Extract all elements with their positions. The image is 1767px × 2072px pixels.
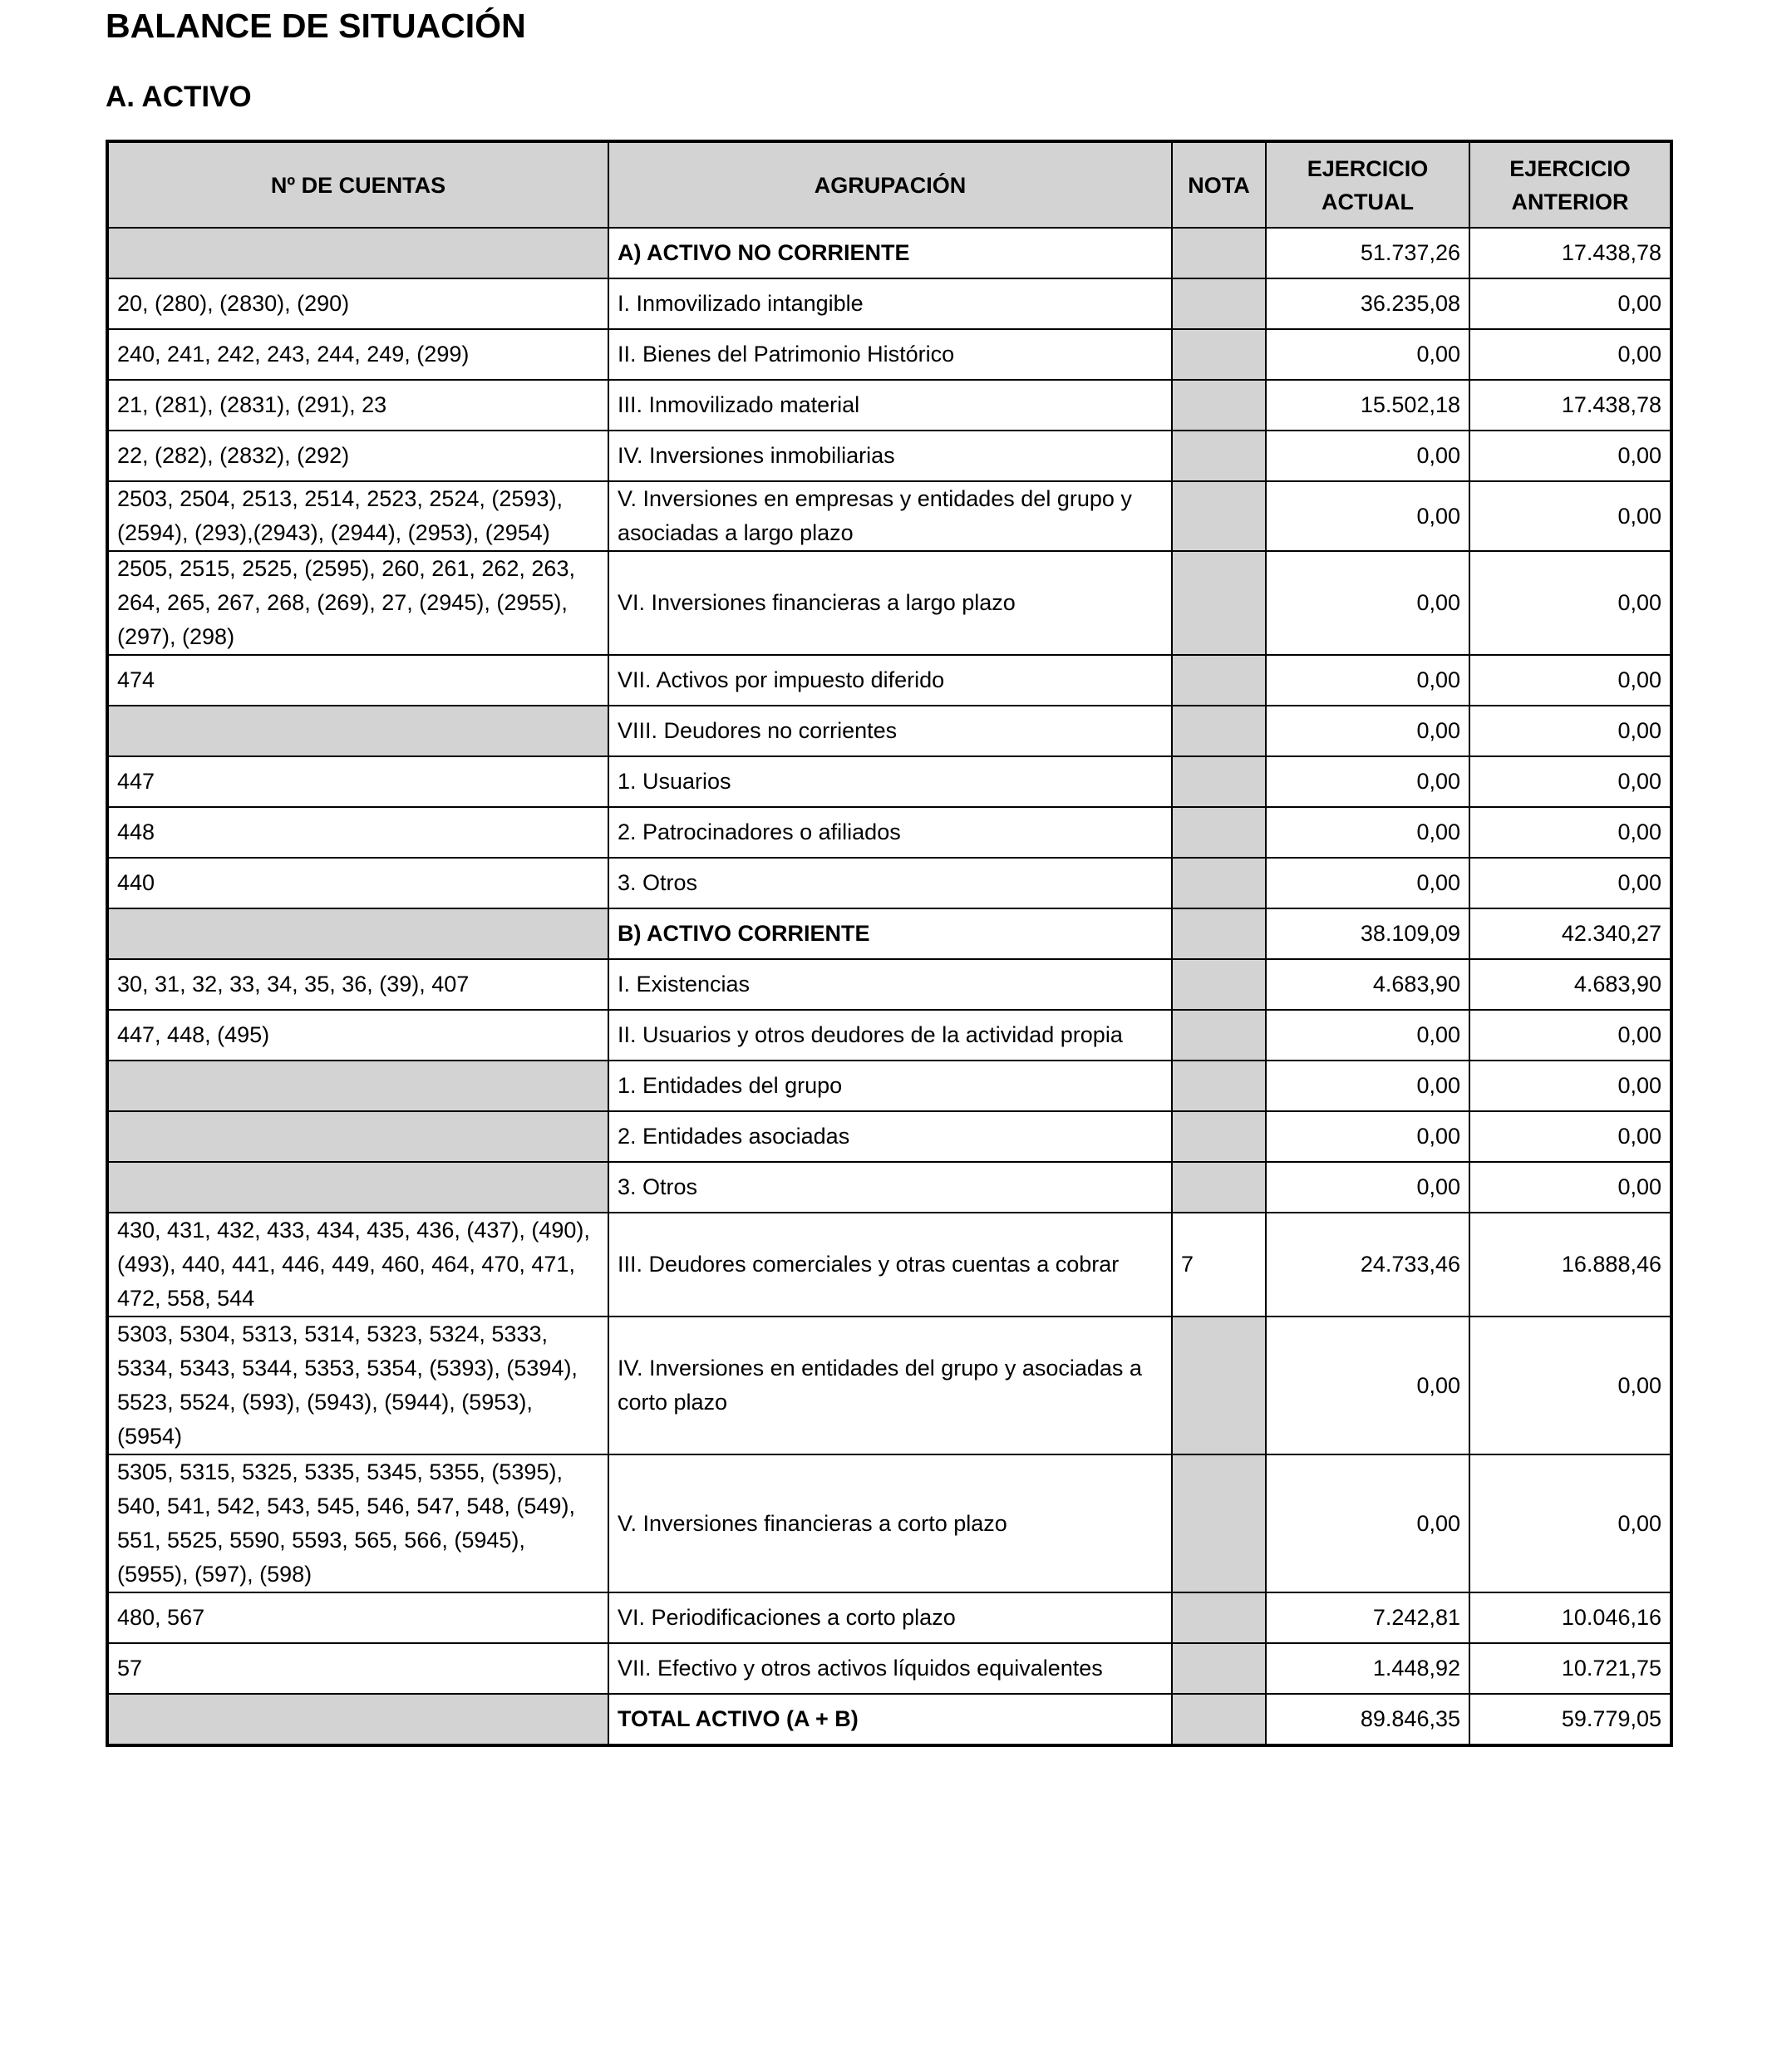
cell-previous-year: 0,00: [1469, 1010, 1671, 1061]
table-row: [107, 1162, 1671, 1213]
cell-current-year: 38.109,09: [1266, 908, 1469, 959]
table-body: [107, 228, 1671, 1745]
cell-group-label: I. Existencias: [608, 959, 1172, 1010]
table-row: [107, 1061, 1671, 1111]
cell-previous-year: 0,00: [1469, 431, 1671, 481]
cell-current-year: 0,00: [1266, 1162, 1469, 1213]
cell-current-year: 0,00: [1266, 655, 1469, 706]
cell-current-year: 0,00: [1266, 807, 1469, 858]
cell-previous-year: 0,00: [1469, 1317, 1671, 1454]
table-row: [107, 1694, 1671, 1745]
cell-current-year: 7.242,81: [1266, 1592, 1469, 1643]
cell-group-label: VIII. Deudores no corrientes: [608, 706, 1172, 756]
cell-note: [1172, 329, 1266, 380]
table-row: [107, 1643, 1671, 1694]
cell-previous-year: 16.888,46: [1469, 1213, 1671, 1317]
cell-previous-year: 4.683,90: [1469, 959, 1671, 1010]
cell-accounts: [107, 1061, 608, 1111]
cell-group-label: V. Inversiones financieras a corto plazo: [608, 1454, 1172, 1592]
cell-group-label: IV. Inversiones inmobiliarias: [608, 431, 1172, 481]
cell-note: [1172, 959, 1266, 1010]
header-accounts: Nº DE CUENTAS: [107, 141, 608, 228]
cell-previous-year: 0,00: [1469, 1162, 1671, 1213]
cell-accounts: [107, 228, 608, 278]
header-group: AGRUPACIÓN: [608, 141, 1172, 228]
cell-previous-year: 17.438,78: [1469, 380, 1671, 431]
table-row: [107, 228, 1671, 278]
cell-previous-year: 0,00: [1469, 551, 1671, 655]
table-header-row: [107, 141, 1671, 228]
cell-previous-year: 0,00: [1469, 756, 1671, 807]
cell-previous-year: 17.438,78: [1469, 228, 1671, 278]
cell-note: [1172, 1162, 1266, 1213]
table-row: [107, 807, 1671, 858]
cell-note: [1172, 278, 1266, 329]
cell-accounts: [107, 1162, 608, 1213]
table-row: [107, 278, 1671, 329]
cell-group-label: VII. Efectivo y otros activos líquidos equivalentes: [608, 1643, 1172, 1694]
table-row: [107, 858, 1671, 908]
cell-current-year: 0,00: [1266, 706, 1469, 756]
cell-previous-year: 10.046,16: [1469, 1592, 1671, 1643]
header-note: NOTA: [1172, 141, 1266, 228]
cell-note: [1172, 551, 1266, 655]
cell-accounts: 21, (281), (2831), (291), 23: [107, 380, 608, 431]
cell-group-label: TOTAL ACTIVO (A + B): [608, 1694, 1172, 1745]
cell-previous-year: 42.340,27: [1469, 908, 1671, 959]
cell-previous-year: 59.779,05: [1469, 1694, 1671, 1745]
cell-accounts: 440: [107, 858, 608, 908]
cell-previous-year: 10.721,75: [1469, 1643, 1671, 1694]
cell-previous-year: 0,00: [1469, 1454, 1671, 1592]
cell-current-year: 0,00: [1266, 1454, 1469, 1592]
cell-previous-year: 0,00: [1469, 278, 1671, 329]
cell-note: [1172, 756, 1266, 807]
header-current-year: EJERCICIO ACTUAL: [1266, 141, 1469, 228]
cell-current-year: 0,00: [1266, 431, 1469, 481]
cell-group-label: 1. Entidades del grupo: [608, 1061, 1172, 1111]
table-row: [107, 380, 1671, 431]
cell-accounts: 5305, 5315, 5325, 5335, 5345, 5355, (5395), 540, 541, 542, 543, 545, 546, 547, 548, (549), 551, 5525, 5590, 5593, 565, 566, (5945), (5955), (597), (598): [107, 1454, 608, 1592]
table-row: [107, 756, 1671, 807]
cell-accounts: [107, 706, 608, 756]
cell-group-label: III. Inmovilizado material: [608, 380, 1172, 431]
table-row: [107, 431, 1671, 481]
table-row: [107, 551, 1671, 655]
cell-note: [1172, 431, 1266, 481]
cell-current-year: 89.846,35: [1266, 1694, 1469, 1745]
cell-current-year: 1.448,92: [1266, 1643, 1469, 1694]
cell-note: [1172, 228, 1266, 278]
cell-current-year: 0,00: [1266, 1010, 1469, 1061]
cell-accounts: 20, (280), (2830), (290): [107, 278, 608, 329]
cell-accounts: 5303, 5304, 5313, 5314, 5323, 5324, 5333, 5334, 5343, 5344, 5353, 5354, (5393), (5394), 5523, 5524, (593), (5943), (5944), (5953), (5954): [107, 1317, 608, 1454]
cell-accounts: 2505, 2515, 2525, (2595), 260, 261, 262, 263, 264, 265, 267, 268, (269), 27, (2945), (2955), (297), (298): [107, 551, 608, 655]
cell-note: [1172, 1317, 1266, 1454]
cell-previous-year: 0,00: [1469, 807, 1671, 858]
cell-group-label: VII. Activos por impuesto diferido: [608, 655, 1172, 706]
section-title: A. ACTIVO: [106, 81, 252, 113]
page-title: BALANCE DE SITUACIÓN: [106, 7, 526, 45]
cell-accounts: 30, 31, 32, 33, 34, 35, 36, (39), 407: [107, 959, 608, 1010]
cell-note: [1172, 807, 1266, 858]
cell-group-label: V. Inversiones en empresas y entidades del grupo y asociadas a largo plazo: [608, 481, 1172, 551]
cell-group-label: 2. Entidades asociadas: [608, 1111, 1172, 1162]
cell-group-label: VI. Inversiones financieras a largo plazo: [608, 551, 1172, 655]
cell-group-label: II. Bienes del Patrimonio Histórico: [608, 329, 1172, 380]
cell-note: 7: [1172, 1213, 1266, 1317]
table-row: [107, 655, 1671, 706]
cell-note: [1172, 1592, 1266, 1643]
cell-accounts: [107, 1111, 608, 1162]
cell-accounts: 2503, 2504, 2513, 2514, 2523, 2524, (2593), (2594), (293),(2943), (2944), (2953), (2954): [107, 481, 608, 551]
cell-note: [1172, 481, 1266, 551]
cell-group-label: B) ACTIVO CORRIENTE: [608, 908, 1172, 959]
cell-current-year: 0,00: [1266, 551, 1469, 655]
cell-note: [1172, 1694, 1266, 1745]
cell-accounts: 447, 448, (495): [107, 1010, 608, 1061]
cell-group-label: II. Usuarios y otros deudores de la actividad propia: [608, 1010, 1172, 1061]
cell-previous-year: 0,00: [1469, 858, 1671, 908]
table-row: [107, 959, 1671, 1010]
cell-group-label: VI. Periodificaciones a corto plazo: [608, 1592, 1172, 1643]
cell-accounts: 240, 241, 242, 243, 244, 249, (299): [107, 329, 608, 380]
table-row: [107, 1454, 1671, 1592]
cell-group-label: IV. Inversiones en entidades del grupo y asociadas a corto plazo: [608, 1317, 1172, 1454]
table-row: [107, 1592, 1671, 1643]
cell-current-year: 51.737,26: [1266, 228, 1469, 278]
cell-current-year: 0,00: [1266, 858, 1469, 908]
cell-current-year: 36.235,08: [1266, 278, 1469, 329]
cell-note: [1172, 1454, 1266, 1592]
cell-note: [1172, 380, 1266, 431]
cell-previous-year: 0,00: [1469, 655, 1671, 706]
cell-group-label: 3. Otros: [608, 858, 1172, 908]
cell-accounts: 430, 431, 432, 433, 434, 435, 436, (437), (490), (493), 440, 441, 446, 449, 460, 464, 470, 471, 472, 558, 544: [107, 1213, 608, 1317]
cell-accounts: 474: [107, 655, 608, 706]
cell-note: [1172, 655, 1266, 706]
cell-previous-year: 0,00: [1469, 706, 1671, 756]
balance-table: [106, 140, 1673, 1747]
cell-note: [1172, 858, 1266, 908]
cell-group-label: III. Deudores comerciales y otras cuentas a cobrar: [608, 1213, 1172, 1317]
cell-group-label: A) ACTIVO NO CORRIENTE: [608, 228, 1172, 278]
cell-previous-year: 0,00: [1469, 481, 1671, 551]
cell-note: [1172, 1643, 1266, 1694]
cell-previous-year: 0,00: [1469, 329, 1671, 380]
cell-current-year: 0,00: [1266, 329, 1469, 380]
table-row: [107, 706, 1671, 756]
table-row: [107, 1317, 1671, 1454]
cell-current-year: 0,00: [1266, 1317, 1469, 1454]
table-row: [107, 1010, 1671, 1061]
cell-group-label: 1. Usuarios: [608, 756, 1172, 807]
cell-current-year: 15.502,18: [1266, 380, 1469, 431]
table-row: [107, 908, 1671, 959]
table-row: [107, 1213, 1671, 1317]
header-previous-year: EJERCICIO ANTERIOR: [1469, 141, 1671, 228]
cell-accounts: 480, 567: [107, 1592, 608, 1643]
cell-note: [1172, 1111, 1266, 1162]
cell-note: [1172, 706, 1266, 756]
cell-note: [1172, 1010, 1266, 1061]
cell-current-year: 24.733,46: [1266, 1213, 1469, 1317]
table-row: [107, 329, 1671, 380]
cell-accounts: 22, (282), (2832), (292): [107, 431, 608, 481]
table-row: [107, 481, 1671, 551]
cell-accounts: 448: [107, 807, 608, 858]
cell-note: [1172, 908, 1266, 959]
cell-accounts: 57: [107, 1643, 608, 1694]
cell-accounts: 447: [107, 756, 608, 807]
cell-current-year: 0,00: [1266, 481, 1469, 551]
cell-accounts: [107, 1694, 608, 1745]
cell-group-label: 3. Otros: [608, 1162, 1172, 1213]
cell-current-year: 0,00: [1266, 1111, 1469, 1162]
cell-previous-year: 0,00: [1469, 1111, 1671, 1162]
cell-current-year: 0,00: [1266, 1061, 1469, 1111]
cell-group-label: 2. Patrocinadores o afiliados: [608, 807, 1172, 858]
cell-previous-year: 0,00: [1469, 1061, 1671, 1111]
cell-current-year: 4.683,90: [1266, 959, 1469, 1010]
cell-accounts: [107, 908, 608, 959]
cell-current-year: 0,00: [1266, 756, 1469, 807]
cell-group-label: I. Inmovilizado intangible: [608, 278, 1172, 329]
cell-note: [1172, 1061, 1266, 1111]
table-row: [107, 1111, 1671, 1162]
